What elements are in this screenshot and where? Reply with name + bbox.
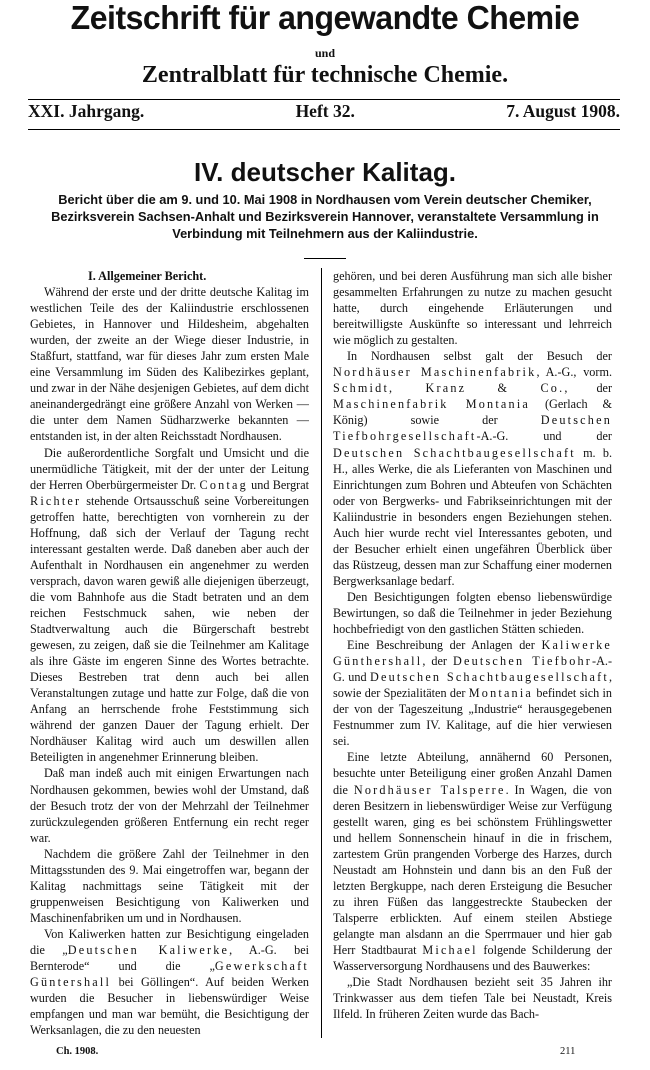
issue-number: Heft 32.	[295, 101, 355, 121]
journal-title: Zeitschrift für angewandte Chemie	[70, 0, 580, 36]
article-title: IV. deutscher Kalitag.	[193, 157, 457, 187]
issue-line	[28, 101, 620, 123]
article-subtitle: Bericht über die am 9. und 10. Mai 1908 in Nordhausen vom Verein deutscher Chemiker, Bezirksverein Sachsen-Anhalt und Bezirksverein Hannover, veranstaltete Versammlung in Verbindung mit Teilnehmern aus der Kaliindustrie.	[51, 192, 599, 241]
paragraph: Während der erste und der dritte deutsche Kalitag im westlichen Teile des der Kaliindustrie erschlossenen Gebietes, in Hannover und Hildesheim, abgehalten wurden, der zweite an der Wiege dieser Industrie, in Staßfurt, stattfand, war für dieses Jahr zum ersten Male eine Versammlung im Süden des Kalibezirkes geplant, und zwar in der Nähe desjenigen Gebietes, auf dem dicht aneinandergedrängt eine größere Anzahl von Werken — die unter dem Namen Südharzwerke bekannten — entstanden ist, in der alten Reichsstadt Nordhausen.	[30, 285, 309, 444]
paragraph: Die außerordentliche Sorgfalt und Umsicht und die unermüdliche Tätigkeit, mit der der unter der Leitung der Herren Oberbürgermeister Dr. Contag und Bergrat Richter stehende Ortsausschuß seine Vorbereitungen getroffen hatte, berechtigten von vornherein zu der Hoffnung, daß sich der Verlauf der Tagung recht interessant gestalten werde. Daß daneben aber auch der Aufenthalt in Nordhausen ein angenehmer zu werden versprach, davon waren gewiß alle diejenigen überzeugt, die vom Bahnhofe aus die Stadt betraten und an dem reichen Festschmuck sahen, wie neben der Stadtverwaltung auch die Bürgerschaft bestrebt gewesen, zu zeigen, daß sie die Teilnehmer am Kalitage als ihre Gäste im engeren Sinne des Wortes betrachte. Dieses Bestreben trat denn auch bei allen Veranstaltungen zutage und hatte zur Folge, daß die von Anfang an herrschende frohe Feststimmung sich während der ganzen Dauer der Tagung erhielt. Der Nordhäuser Kalitag wird auch um deswillen allen Beteiligten in angenehmer Erinnerung bleiben.	[30, 445, 309, 765]
right-column	[333, 268, 612, 1038]
page-number: 211	[560, 1046, 576, 1057]
issue-date: 7. August 1908.	[506, 101, 620, 121]
paragraph: Eine Beschreibung der Anlagen der Kaliwerke Günthershall, der Deutschen Tiefbohr-A.-G. und Deutschen Schachtbaugesellschaft, sowie der Spezialitäten der Montania befindet sich in der von der Tageszeitung „Industrie“ herausgegebenen Festnummer zum IV. Kalitage, auf die hier verwiesen sei.	[333, 638, 612, 749]
paragraph: In Nordhausen selbst galt der Besuch der Nordhäuser Maschinenfabrik, A.-G., vorm. Schmidt, Kranz & Co., der Maschinenfabrik Montania (Gerlach & König) sowie der Deutschen Tiefbohrgesellschaft-A.-G. und der Deutschen Schachtbaugesellschaft m. b. H., alles Werke, die als Lieferanten von Maschinen und Einrichtungen zum Bohren und Abteufen von Schächten oder von Bergwerks- und Fabrikseinrichtungen mit der Kaliindustrie in besonders engen Beziehungen stehen. Auch hier wurde recht viel Interessantes geboten, und der Besucher erhielt einen ungefähren Überblick über das Rüstzeug, dessen man zur Schaffung einer modernen Bergwerksanlage bedarf.	[333, 349, 612, 588]
issue-volume: XXI. Jahrgang.	[28, 101, 145, 121]
paragraph: „Die Stadt Nordhausen bezieht seit 35 Jahren ihr Trinkwasser aus dem tiefen Tale bei Neustadt, Kreis Ilfeld. In früheren Zeiten wurde das Bach-	[333, 975, 612, 1022]
column-divider	[321, 268, 322, 1038]
masthead-rule-top	[28, 99, 620, 100]
title-separator	[304, 258, 346, 259]
left-column	[30, 268, 309, 1038]
journal-subtitle: Zentralblatt für technische Chemie.	[141, 62, 509, 88]
journal-und: und	[314, 46, 336, 60]
footer-signature: Ch. 1908.	[56, 1046, 99, 1057]
paragraph: gehören, und bei deren Ausführung man sich alle bisher gesammelten Erfahrungen zu nutze zu machen gesucht hatte, durch eingehende Erläuterungen und bereitwilligste Auskünfte so interessant und lehrreich wie möglich zu gestalten.	[333, 269, 612, 348]
paragraph: Nachdem die größere Zahl der Teilnehmer in den Mittagsstunden des 9. Mai eingetroffen war, begann der Kalitag nachmittags seine Tätigkeit mit der gruppenweisen Besichtigung von Kaliwerken und Maschinenfabriken um und in Nordhausen.	[30, 846, 309, 925]
paragraph: Von Kaliwerken hatten zur Besichtigung eingeladen die „Deutschen Kaliwerke, A.-G. bei Bernterode“ und die „Gewerkschaft Güntershall bei Göllingen“. Auf beiden Werken wurden die Besucher in liebenswürdiger Weise empfangen und man war bemüht, die Besichtigung der Werksanlagen, die zu den neuesten	[30, 926, 309, 1038]
paragraph: Den Besichtigungen folgten ebenso liebenswürdige Bewirtungen, so daß die Teilnehmer in jeder Beziehung hochbefriedigt von den gastlichen Stätten schieden.	[333, 589, 612, 637]
masthead-rule-bottom	[28, 129, 620, 130]
section-heading: I. Allgemeiner Bericht.	[88, 269, 207, 283]
paragraph: Daß man indeß auch mit einigen Erwartungen nach Nordhausen gekommen, bewies wohl der Umstand, daß der Besuch trotz der von der Mehrzahl der Teilnehmer zurückzulegenden größeren Entfernung ein recht reger war.	[30, 766, 309, 845]
paragraph: Eine letzte Abteilung, annähernd 60 Personen, besuchte unter Beteiligung einer großen Anzahl Damen die Nordhäuser Talsperre. In Wagen, die von deren Besitzern in liebenswürdiger Weise zur Verfügung gestellt waren, ging es bei schönstem Frühlingswetter und hellem Sonnenschein hinauf in die in frischem, zartestem Grün prangenden Vorberge des Harzes, durch Neustadt am Hohnstein und dann bis an den Fuß der letzten Bergkuppe, nach deren Ersteigung die Besucher zu ihren Füßen das langgestreckte Staubecken der Talsperre erblickten. Auf einem steilen Abstiege gelangte man alsdann an die Sperrmauer und hier gab Herr Stadtbaurat Michael folgende Schilderung der Wasserversorgung Nordhausens und des Bauwerkes:	[333, 750, 612, 974]
